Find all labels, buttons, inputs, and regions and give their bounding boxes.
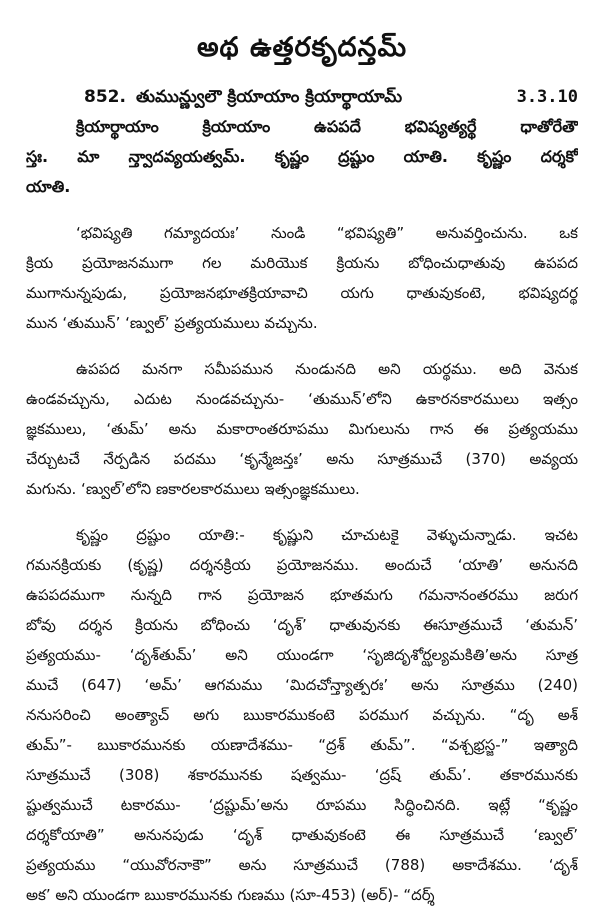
text-line: ఉండవచ్చును, ఎదుట నుండవచ్చును- ‘తుమున్’లోని ఉకారనకారములు ఇత్సం [26,390,578,408]
paragraph-gap [26,338,578,354]
text-line: గమనక్రియకు (కృష్ణ) దర్శనక్రియ ప్రయోజనము. అందుచే ‘యాతి’ అనునది [26,556,578,574]
paragraph [26,112,578,202]
text-line: ననుసరించి అంత్యాచ్ అగు ఋకారముకంటె పరముగ వచ్చును. “దృ అశ్ [26,706,578,724]
paragraph-gap [26,202,578,218]
text-line: యాతి. [26,177,71,196]
text-line: ఉపపదముగా నున్నది గాన ప్రయోజన భూతమగు గమనానంతరము జరుగ [26,586,578,604]
text-line: ముచే (647) ‘అమ్’ ఆగమము ‘మిదచోన్త్యాత్పరః’ అను సూత్రము (240) [26,676,578,694]
page-title: అథ ఉత్తరకృదన్తమ్ [196,32,408,63]
paragraph [26,520,578,910]
text-line: ప్రత్యయము- ‘దృశ్‌తుమ్’ అని యుండగా ‘సృజిదృశోర్ఝల్యమకితి’అను సూత్ర [26,646,578,664]
text-line: దర్శకోయాతి” అనునపుడు ‘దృశ్ ధాతువుకంటె ఈ సూత్రముచే ‘ణ్వుల్’ [26,826,578,844]
text-line: జ్ఞకములు, ‘తుమ్’ అను మకారాంతరూపము మిగులును గాన ఈ ప్రత్యయము [26,420,578,438]
paragraph [26,218,578,338]
text-line: ప్రత్యయము “యువోరనాకౌ” అను సూత్రముచే (788) అకాదేశము. ‘దృశ్ [26,856,578,874]
sutra-number: 852. [84,87,126,107]
text-line: క్రియార్థాయాం క్రియాయాం ఉపపదే భవిష్యత్యర్థే ధాతోరేతౌ [76,117,578,136]
text-line: మగును. ‘ణ్వుల్’లోని ణకారలకారములు ఇత్సంజ్ఞకములు. [26,480,360,498]
text-line: ఉపపద మనగా సమీపమున నుండునది అని యర్థము. అది వెనుక [76,360,578,378]
paragraph [26,354,578,504]
text-line: సూత్రముచే (308) శకారమునకు షత్వము- ‘ద్రష్ తుమ్’. తకారమునకు [26,766,578,784]
text-line: చేర్చుటచే నేర్పడిన పదము ‘కృన్మేజన్తః’ అను సూత్రముచే (370) అవ్యయ [26,450,578,468]
sutra-text: తుమున్ణ్వులౌ క్రియాయాం క్రియార్థాయామ్ [135,87,403,107]
text-line: కృష్ణం ద్రష్టుం యాతి:- కృష్ణుని చూచుటకై వెళ్ళుచున్నాడు. ఇచట [76,526,578,544]
text-line: బోవు దర్శన క్రియను బోధించు ‘దృశ్’ ధాతువునకు ఈసూత్రముచే ‘తుమన్’ [26,616,578,634]
text-line: ష్టుత్వముచే టకారము- ‘ద్రష్టుమ్’అను రూపము సిద్ధించినది. ఇట్లే “కృష్ణం [26,796,578,814]
text-line: అక’ అని యుండగా ఋకారమునకు గుణము (సూ-453) (అర్)- “దర్శ్ [26,886,435,904]
text-line: ముగానున్నపుడు, ప్రయోజనభూతక్రియావాచి యగు ధాతువుకంటె, భవిష్యదర్థ [26,284,578,302]
text-line: మున ‘తుమున్’ ‘ణ్వుల్’ ప్రత్యయములు వచ్చును. [26,314,318,332]
text-line: ‘భవిష్యతి గమ్యాదయః’ నుండి “భవిష్యతి” అనువర్తించును. ఒక [76,224,578,242]
sutra-reference: 3.3.10 [516,87,578,107]
text-line: క్రియ ప్రయోజనముగా గల మరియొక క్రియను బోధించుధాతువు ఉపపద [26,254,578,272]
text-line: తుమ్”- ఋకారమునకు యణాదేశము- “ద్రశ్ తుమ్”. “వశ్చభ్రస్జ-” ఇత్యాది [26,736,578,754]
sutra-heading [26,82,578,112]
body-text [26,112,578,910]
text-line: స్తః. మా న్త్వాదవ్యయత్వమ్. కృష్ణం ద్రష్టుం యాతి. కృష్ణం దర్శకో [26,147,578,166]
paragraph-gap [26,504,578,520]
